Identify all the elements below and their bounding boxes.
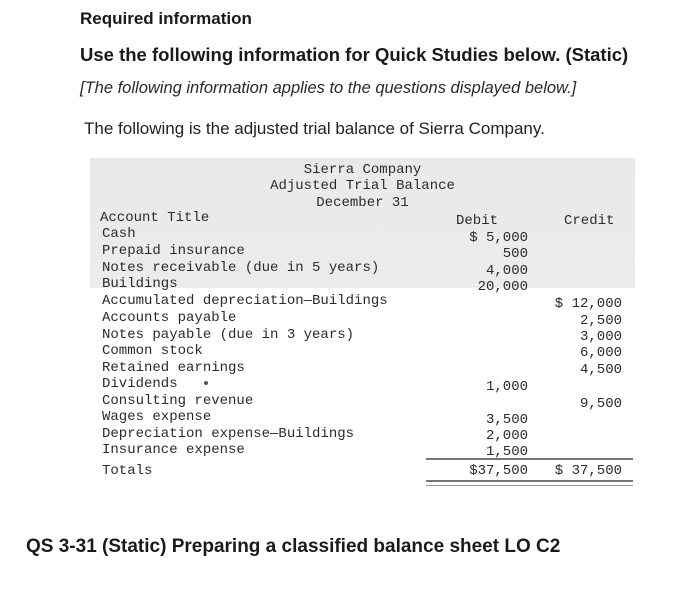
account-title: Buildings	[102, 276, 178, 292]
account-title: Accumulated depreciation—Buildings	[102, 293, 388, 309]
column-header-debit: Debit	[456, 213, 499, 229]
account-title: Notes receivable (due in 5 years)	[102, 260, 380, 276]
total-credit: $ 37,500	[554, 463, 622, 479]
credit-amount: 2,500	[579, 313, 622, 329]
credit-amount: 4,500	[579, 362, 622, 378]
debit-amount: 2,000	[485, 428, 528, 444]
account-title: Common stock	[102, 343, 203, 359]
total-debit: $37,500	[469, 463, 528, 479]
debit-amount: 3,500	[485, 412, 528, 428]
account-title: Insurance expense	[102, 442, 245, 458]
bullet-dot-icon	[204, 381, 208, 385]
account-title: Accounts payable	[102, 310, 237, 326]
column-header-credit: Credit	[564, 213, 615, 229]
required-information-heading: Required information	[80, 9, 252, 28]
debit-amount: $ 5,000	[469, 230, 528, 246]
company-name: Sierra Company	[303, 162, 422, 178]
debit-amount: 1,500	[485, 444, 528, 460]
account-title: Notes payable (due in 3 years)	[102, 327, 355, 343]
account-title: Wages expense	[102, 409, 212, 425]
account-title: Prepaid insurance	[102, 243, 245, 259]
credit-amount: $ 12,000	[554, 296, 622, 312]
credit-amount: 3,000	[579, 329, 622, 345]
account-title: Retained earnings	[102, 360, 245, 376]
statement-title: Adjusted Trial Balance	[270, 178, 455, 194]
credit-amount: 6,000	[579, 345, 622, 361]
applies-note: [The following information applies to the questions displayed below.]	[80, 79, 577, 97]
account-title: Depreciation expense—Buildings	[102, 426, 355, 442]
quick-study-title: QS 3-31 (Static) Preparing a classified balance sheet LO C2	[26, 536, 561, 557]
debit-amount: 500	[502, 246, 528, 262]
instructions-heading: Use the following information for Quick Studies below. (Static)	[80, 44, 629, 65]
intro-text: The following is the adjusted trial balance of Sierra Company.	[84, 119, 545, 138]
totals-label: Totals	[102, 463, 153, 479]
column-header-account: Account Title	[100, 210, 210, 226]
double-underline	[426, 480, 633, 486]
debit-amount: 20,000	[477, 279, 528, 295]
debit-amount: 1,000	[485, 379, 528, 395]
debit-amount: 4,000	[485, 263, 528, 279]
statement-date: December 31	[316, 195, 409, 211]
totals-rule	[426, 458, 633, 460]
account-title: Cash	[102, 226, 136, 242]
account-title	[102, 376, 208, 392]
account-title: Consulting revenue	[102, 393, 254, 409]
account-title-text: Dividends	[102, 376, 178, 392]
credit-amount: 9,500	[579, 396, 622, 412]
trial-balance-table	[90, 158, 635, 488]
